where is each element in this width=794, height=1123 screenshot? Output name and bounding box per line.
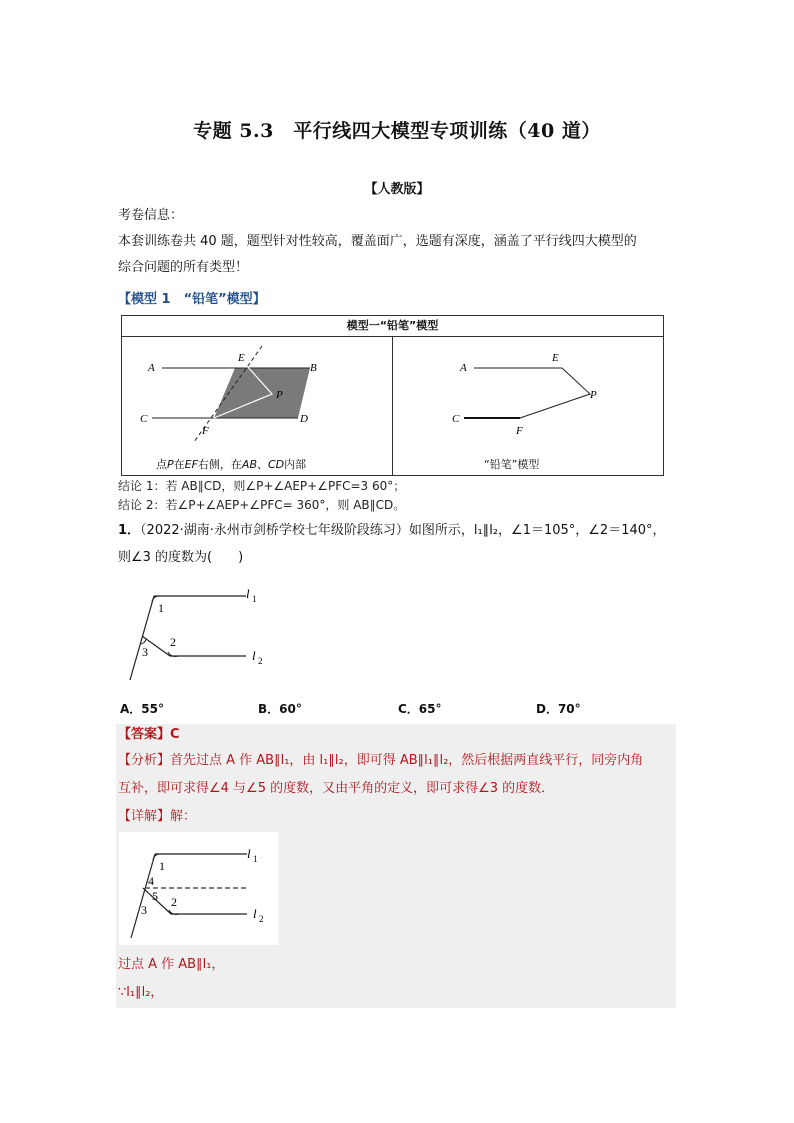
model-heading: 【模型 1 “铅笔”模型】 (118, 292, 266, 307)
pencil-label-c: C (452, 413, 460, 425)
pencil-label-a: A (460, 362, 467, 374)
option-b[interactable]: B．60° (258, 702, 302, 716)
pencil-label-e: E (552, 352, 559, 364)
angle-label-1: 1 (158, 601, 164, 615)
detail-label-1: 1 (159, 859, 165, 873)
label-c: C (140, 413, 148, 425)
answer-line: 【答案】C (118, 727, 180, 742)
option-d[interactable]: D．70° (536, 702, 581, 716)
label-l1: l (246, 586, 250, 601)
question-number: 1． (118, 523, 141, 538)
detail-label-l2: l (253, 906, 257, 921)
detail-heading: 【详解】解： (118, 809, 197, 824)
conclusion-2: 结论 2：若∠P+∠AEP+∠PFC= 360°，则 AB∥CD。 (118, 498, 406, 512)
label-l1-sub: 1 (252, 594, 257, 604)
angle-label-3: 3 (142, 645, 148, 659)
detail-label-l1-sub: 1 (253, 854, 258, 864)
right-caption: “铅笔”模型 (484, 458, 540, 471)
label-d: D (300, 413, 308, 425)
angle-label-2: 2 (170, 635, 176, 649)
analysis-line-2: 互补，即可求得∠4 与∠5 的度数，又由平角的定义，即可求得∠3 的度数． (118, 781, 555, 796)
analysis-line-1: 【分析】首先过点 A 作 AB∥l₁，由 l₁∥l₂，即可得 AB∥l₁∥l₂，然后根据两直线平行，同旁内角 (118, 753, 644, 768)
detail-label-4: 4 (148, 874, 154, 888)
model-figure (121, 315, 664, 476)
left-caption: 点P在EF右侧，在AB、CD内部 (156, 458, 307, 471)
info-text-line-1: 本套训练卷共 40 题，题型针对性较高，覆盖面广，选题有深度，涵盖了平行线四大模型的 (118, 234, 637, 249)
step-2: ∵l₁∥l₂， (118, 985, 164, 1000)
label-a: A (148, 362, 155, 374)
step-1: 过点 A 作 AB∥l₁， (118, 957, 225, 972)
transversal (130, 596, 154, 680)
question-text-2: 则∠3 的度数为( ) (118, 550, 244, 565)
label-b: B (310, 362, 317, 374)
conclusion-1: 结论 1：若 AB∥CD，则∠P+∠AEP+∠PFC=3 60°； (118, 479, 406, 493)
edition-label: 【人教版】 (364, 182, 430, 197)
page-title: 专题 5.3 平行线四大模型专项训练（40 道） (193, 120, 601, 142)
pencil-label-p: P (590, 389, 597, 401)
label-f: F (202, 425, 209, 437)
detail-label-l1: l (247, 846, 251, 861)
pencil-label-f: F (516, 425, 523, 437)
detail-label-2: 2 (171, 895, 177, 909)
option-a[interactable]: A．55° (120, 702, 164, 716)
info-label: 考卷信息： (118, 208, 184, 223)
label-p: P (276, 389, 283, 401)
question-text: （2022·湖南·永州市剑桥学校七年级阶段练习）如图所示，l₁∥l₂，∠1＝105°，∠2＝140°， (140, 523, 666, 538)
detail-label-3: 3 (141, 903, 147, 917)
label-l2-sub: 2 (258, 656, 263, 666)
label-l2: l (252, 648, 256, 663)
question-figure (118, 584, 278, 684)
detail-figure (119, 832, 278, 945)
info-text-line-2: 综合问题的所有类型！ (118, 260, 249, 275)
pencil-path-epf (520, 368, 590, 418)
option-c[interactable]: C．65° (398, 702, 442, 716)
label-e: E (238, 352, 245, 364)
figure-header: 模型一“铅笔”模型 (122, 316, 663, 337)
detail-label-l2-sub: 2 (259, 914, 264, 924)
pencil-model-diagram (122, 316, 663, 475)
question-1 (118, 518, 688, 544)
detail-label-5: 5 (152, 889, 158, 903)
